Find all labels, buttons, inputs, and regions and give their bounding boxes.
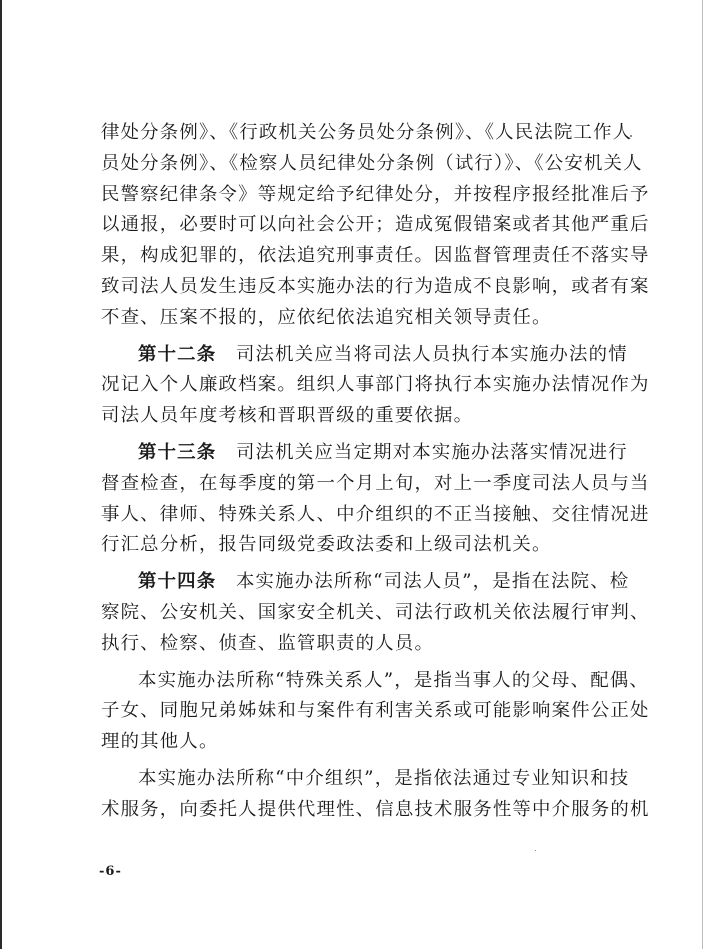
body-text: 子女、同胞兄弟姊妹和与案件有利害关系或可能影响案件公正处 [101,700,650,722]
text-line [101,210,650,241]
body-text: 不查、压案不报的，应依纪依法追究相关领导责任。 [101,306,552,328]
text-line [101,370,650,401]
text-line [101,149,643,180]
page-edge-left [0,0,2,949]
text-line [101,598,650,629]
body-text: 致司法人员发生违反本实施办法的行为造成不良影响，或者有案 [101,275,650,297]
body-text: 本实施办法所称“司法人员”，是指在法院、检 [216,571,630,593]
text-line [101,764,630,795]
text-line [101,530,613,561]
body-text: 本实施办法所称“中介组织”，是指依法通过专业知识和技 [138,767,630,789]
text-line [101,629,613,660]
text-line [101,340,628,371]
body-text: 术服务，向委托人提供代理性、信息技术服务性等中介服务的机 [101,798,650,820]
article-heading: 第十四条 [138,571,217,593]
text-line [101,272,650,303]
body-text: 执行、检察、侦查、监管职责的人员。 [101,632,435,654]
text-line [101,180,650,211]
text-line [101,795,650,826]
text-line [101,241,650,272]
text-line [101,401,613,432]
body-text: 督查检查，在每季度的第一个月上旬，对上一季度司法人员与当 [101,472,650,494]
scan-speck [535,850,536,851]
article-heading: 第十二条 [138,343,217,365]
document-body [101,118,650,826]
body-text: 理的其他人。 [101,731,219,753]
page-number: -6- [99,864,122,879]
body-text: 员处分条例》、《检察人员纪律处分条例（试行）》、《公安机关人 [101,152,643,174]
body-text: 司法机关应当定期对本实施办法落实情况进行 [216,441,628,463]
text-line [101,469,650,500]
text-line [101,696,650,727]
text-line [101,500,650,531]
body-text: 司法机关应当将司法人员执行本实施办法的情 [216,343,628,365]
body-text: 况记入个人廉政档案。组织人事部门将执行本实施办法情况作为 [101,374,650,396]
body-text: 察院、公安机关、国家安全机关、司法行政机关依法履行审判、 [101,601,650,623]
body-text: 本实施办法所称“特殊关系人”，是指当事人的父母、配偶、 [138,669,649,691]
text-line [101,303,613,334]
text-line [101,438,628,469]
text-line [101,727,613,758]
body-text: 以通报，必要时可以向社会公开；造成冤假错案或者其他严重后 [101,214,650,236]
body-text: 果，构成犯罪的，依法追究刑事责任。因监督管理责任不落实导 [101,245,650,267]
body-text: 律处分条例》、《行政机关公务员处分条例》、《人民法院工作人 [101,122,633,143]
text-line [101,567,630,598]
article-heading: 第十三条 [138,441,217,463]
body-text: 事人、律师、特殊关系人、中介组织的不正当接触、交往情况进 [101,503,650,525]
text-line [101,118,633,149]
body-text: 司法人员年度考核和晋职晋级的重要依据。 [101,405,474,427]
body-text: 民警察纪律条令》等规定给予纪律处分，并按程序报经批准后予 [101,183,650,205]
body-text: 行汇总分析，报告同级党委政法委和上级司法机关。 [101,534,552,556]
text-line [101,666,649,697]
